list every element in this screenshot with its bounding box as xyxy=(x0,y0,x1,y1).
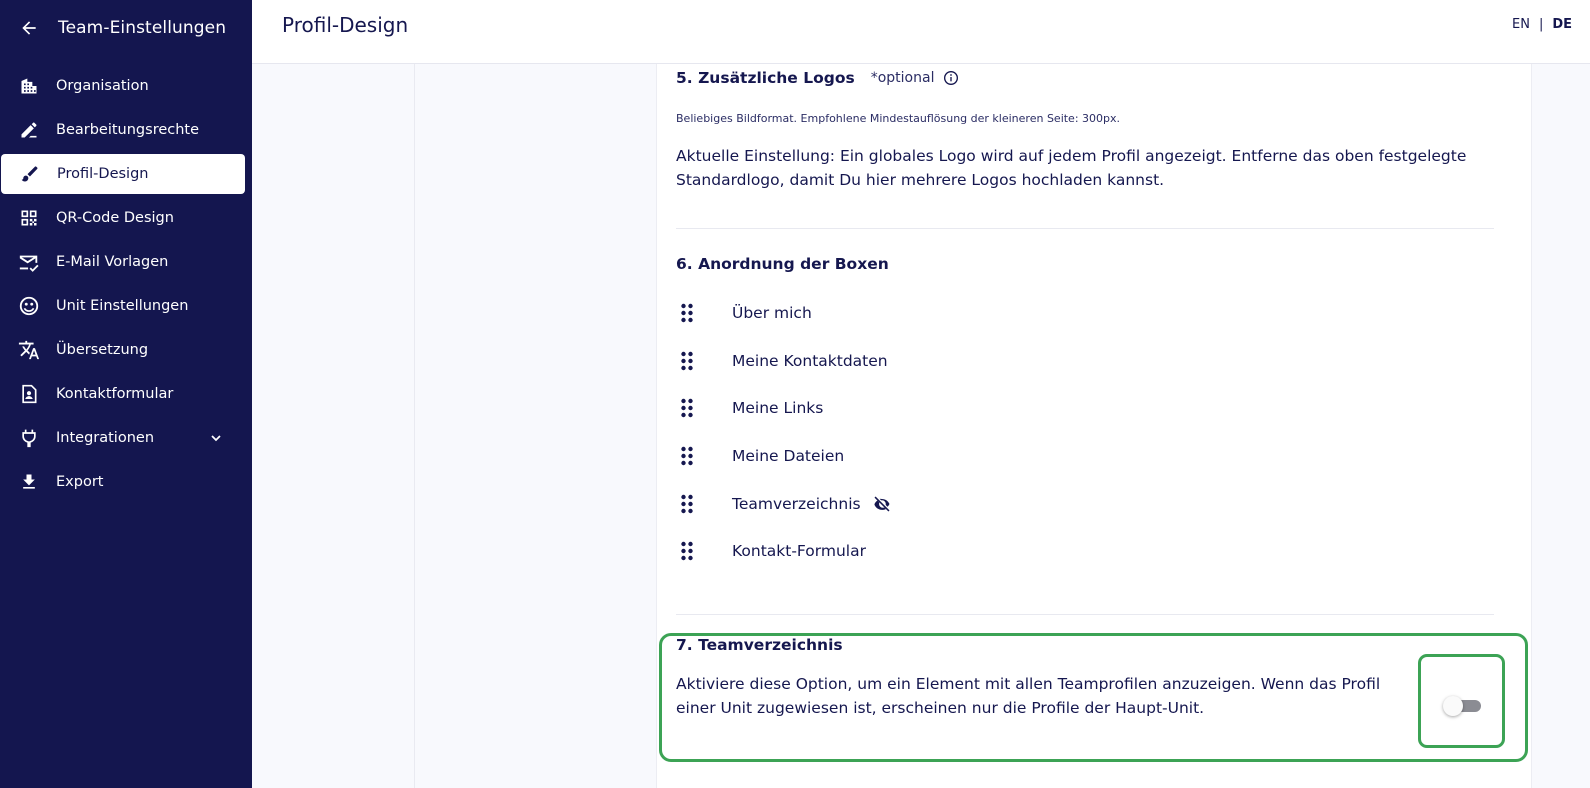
divider xyxy=(676,614,1494,615)
edit-pen-icon xyxy=(18,119,40,141)
box-name: Über mich xyxy=(732,304,812,322)
text-line: Aktuelle Einstellung: Ein globales Logo wird auf jedem Profil angezeigt. Entferne das oben festgelegte xyxy=(676,147,1467,165)
sidebar-item-kontaktformular[interactable] xyxy=(0,374,244,414)
sidebar-item-label: E-Mail Vorlagen xyxy=(56,254,169,270)
section-6-title: 6. Anordnung der Boxen xyxy=(676,255,889,273)
sidebar-title: Team-Einstellungen xyxy=(58,18,227,38)
top-bar xyxy=(252,0,1590,64)
sidebar-item-label: Übersetzung xyxy=(56,342,149,358)
download-icon xyxy=(18,471,40,493)
image-format-hint: Beliebiges Bildformat. Empfohlene Mindestauflösung der kleineren Seite: 300px. xyxy=(676,112,1121,125)
box-name: Meine Kontaktdaten xyxy=(732,352,888,370)
logo-setting-text xyxy=(676,144,1466,192)
sidebar-item-uebersetzung[interactable] xyxy=(0,330,244,370)
sidebar-header xyxy=(18,16,226,40)
sidebar-item-label: Unit Einstellungen xyxy=(56,298,189,314)
box-row[interactable] xyxy=(676,298,1494,328)
building-icon xyxy=(18,75,40,97)
eye-off-icon[interactable] xyxy=(871,493,893,515)
drag-handle-icon[interactable] xyxy=(676,302,698,324)
sidebar-item-label: Organisation xyxy=(56,78,149,94)
page-title: Profil-Design xyxy=(282,13,409,37)
box-name: Meine Links xyxy=(732,399,824,417)
sidebar-item-label: Export xyxy=(56,474,104,490)
drag-handle-icon[interactable] xyxy=(676,445,698,467)
sidebar xyxy=(0,0,252,788)
language-switcher xyxy=(1512,17,1572,32)
sidebar-item-label: Integrationen xyxy=(56,430,155,446)
box-row[interactable] xyxy=(676,346,1494,376)
back-arrow-icon[interactable] xyxy=(18,17,40,39)
drag-handle-icon[interactable] xyxy=(676,397,698,419)
text-line: einer Unit zugewiesen ist, erscheinen nur die Profile der Haupt-Unit. xyxy=(676,699,1205,717)
sidebar-item-integrationen[interactable] xyxy=(0,418,244,458)
face-icon xyxy=(18,295,40,317)
drag-handle-icon[interactable] xyxy=(676,493,698,515)
sidebar-item-label: QR-Code Design xyxy=(56,210,174,226)
box-row[interactable] xyxy=(676,536,1494,566)
sidebar-item-export[interactable] xyxy=(0,462,244,502)
divider xyxy=(676,228,1494,229)
text-line: Aktiviere diese Option, um ein Element mit allen Teamprofilen anzuzeigen. Wenn das Profil xyxy=(676,675,1381,693)
sidebar-item-unit-einstellungen[interactable] xyxy=(0,286,244,326)
contact-form-icon xyxy=(18,383,40,405)
section-5-title: 5. Zusätzliche Logos xyxy=(676,69,855,87)
drag-handle-icon[interactable] xyxy=(676,540,698,562)
sidebar-item-profil-design[interactable] xyxy=(1,154,245,194)
highlight-section-frame xyxy=(659,633,1528,762)
lang-en-button[interactable]: EN xyxy=(1511,17,1530,32)
sidebar-item-label: Bearbeitungsrechte xyxy=(56,122,200,138)
box-row[interactable] xyxy=(676,489,1494,519)
sidebar-item-email-vorlagen[interactable] xyxy=(0,242,244,282)
optional-label: *optional xyxy=(870,70,935,86)
box-row[interactable] xyxy=(676,393,1494,423)
toggle-knob xyxy=(1443,696,1463,716)
brush-icon xyxy=(19,163,41,185)
sidebar-item-qr-code-design[interactable] xyxy=(0,198,244,238)
qr-code-icon xyxy=(18,207,40,229)
section-7-title: 7. Teamverzeichnis xyxy=(676,636,843,654)
sidebar-item-organisation[interactable] xyxy=(0,66,244,106)
section-5-heading xyxy=(676,69,959,87)
sidebar-item-bearbeitungsrechte[interactable] xyxy=(0,110,244,150)
chevron-down-icon[interactable] xyxy=(206,428,226,448)
text-line: Standardlogo, damit Du hier mehrere Logos hochladen kannst. xyxy=(676,171,1165,189)
sidebar-item-label: Profil-Design xyxy=(57,166,149,182)
lang-separator: | xyxy=(1538,17,1544,32)
box-row[interactable] xyxy=(676,441,1494,471)
left-pane xyxy=(252,64,415,788)
plug-icon xyxy=(18,427,40,449)
team-directory-toggle[interactable] xyxy=(1443,694,1483,716)
box-name: Teamverzeichnis xyxy=(732,495,861,513)
mail-check-icon xyxy=(18,251,40,273)
sidebar-item-label: Kontaktformular xyxy=(56,386,174,402)
drag-handle-icon[interactable] xyxy=(676,350,698,372)
info-icon[interactable] xyxy=(943,70,959,86)
box-name: Kontakt-Formular xyxy=(732,542,866,560)
lang-de-button[interactable]: DE xyxy=(1552,17,1572,32)
box-name: Meine Dateien xyxy=(732,447,845,465)
translate-icon xyxy=(18,339,40,361)
